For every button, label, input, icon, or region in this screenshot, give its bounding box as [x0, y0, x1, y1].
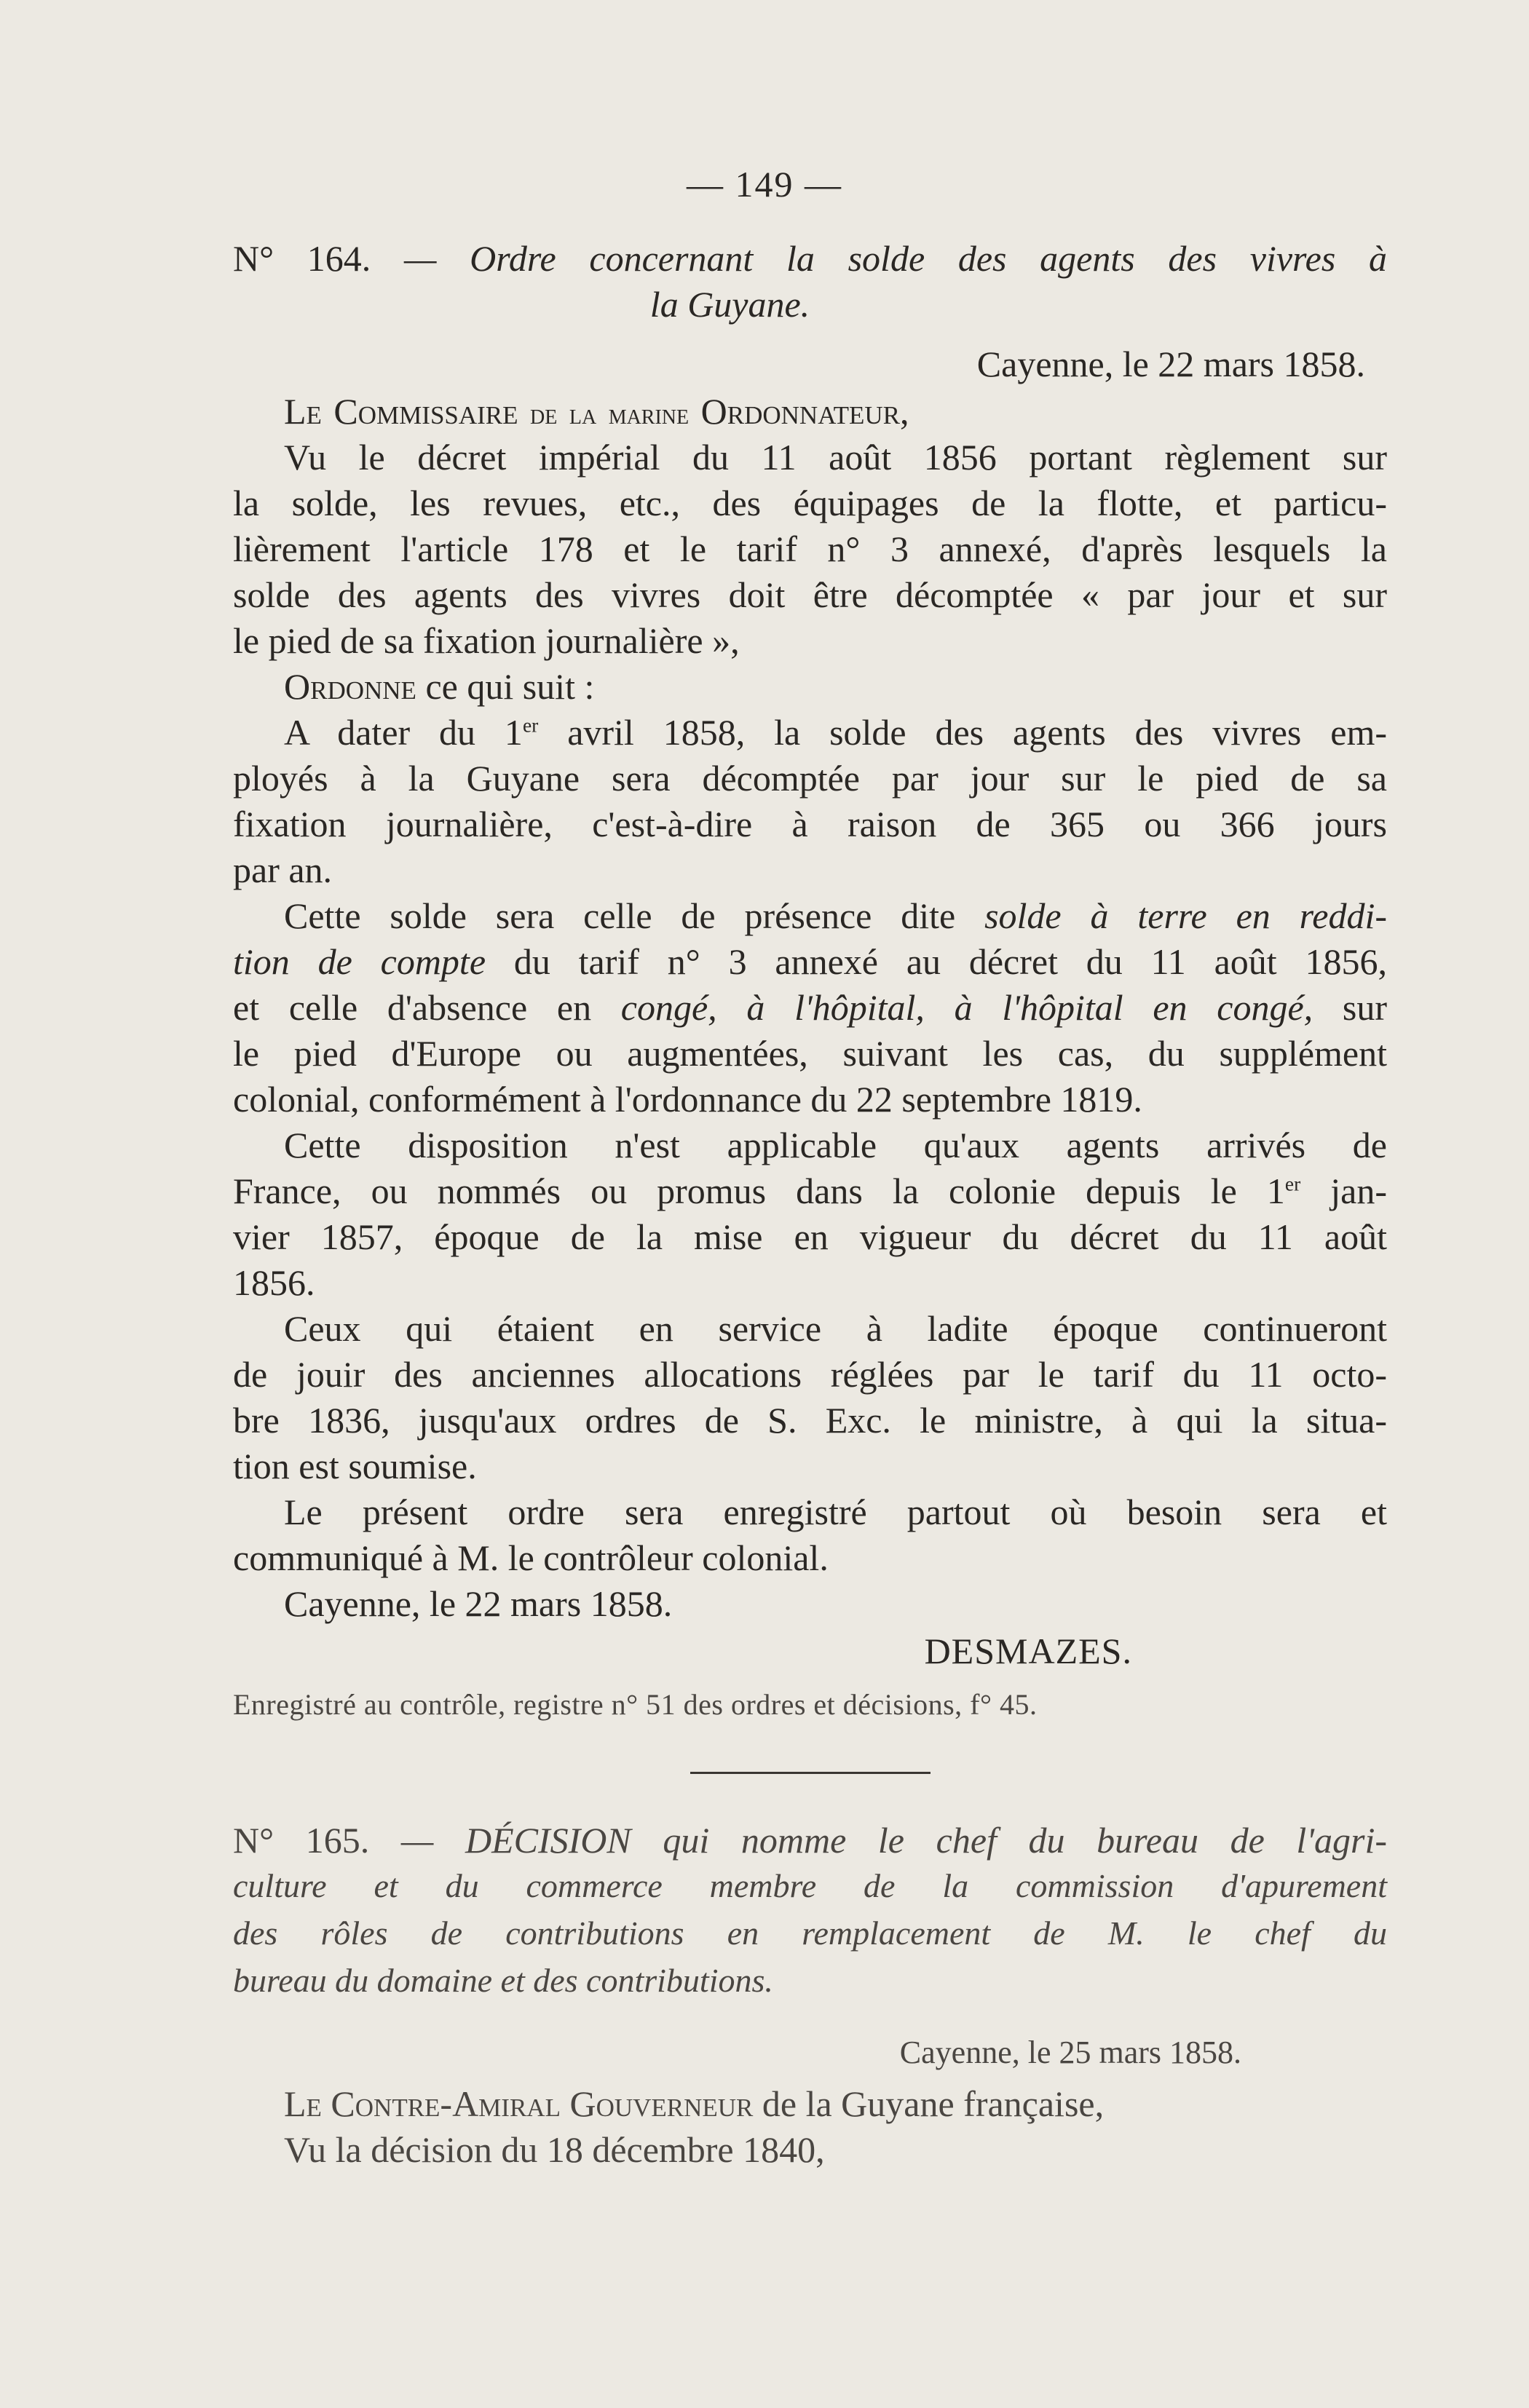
n164-para4-line: bre 1836, jusqu'aux ordres de S. Exc. le ministre, à qui la situa- — [233, 1400, 1387, 1441]
n164-ordonne: Ordonne ce qui suit : — [284, 666, 595, 707]
n164-para2-line: et celle d'absence en congé, à l'hôpital, à l'hôpital en congé, sur — [233, 987, 1388, 1028]
n165-number: N° 165. — [233, 1820, 370, 1861]
n164-para5-line: Le présent ordre sera enregistré partout où besoin sera et — [284, 1492, 1387, 1532]
n164-place-date: Cayenne, le 22 mars 1858. — [976, 344, 1365, 384]
n164-vu-line: lièrement l'article 178 et le tarif n° 3 annexé, d'après lesquels la — [233, 528, 1387, 569]
n164-registration: Enregistré au contrôle, registre n° 51 des ordres et décisions, f° 45. — [233, 1688, 1038, 1721]
n165-title-line: culture et du commerce membre de la commission d'apurement — [233, 1867, 1387, 1904]
n164-heading-line1 — [233, 240, 1387, 277]
n164-signature: DESMAZES. — [924, 1631, 1132, 1671]
n164-para2-line: Cette solde sera celle de présence dite solde à terre en reddi- — [284, 895, 1387, 936]
n164-para3-line: 1856. — [233, 1262, 315, 1303]
n164-article-line: fixation journalière, c'est-à-dire à raison de 365 ou 366 jours — [233, 804, 1387, 844]
n164-para3-line: France, ou nommés ou promus dans la colonie depuis le 1er jan- — [233, 1171, 1388, 1211]
n164-vu-line: Vu le décret impérial du 11 août 1856 portant règlement sur — [284, 437, 1387, 478]
n164-vu-line: solde des agents des vivres doit être décomptée « par jour et sur — [233, 574, 1387, 615]
n164-article-line: A dater du 1er avril 1858, la solde des agents des vivres em- — [284, 712, 1387, 753]
n164-para2-line: le pied d'Europe ou augmentées, suivant les cas, du supplément — [233, 1033, 1387, 1074]
n165-heading-line1 — [233, 1820, 1388, 1861]
n164-number: N° 164. — [233, 238, 371, 279]
n164-para3-line: vier 1857, époque de la mise en vigueur du décret du 11 août — [233, 1216, 1387, 1257]
n164-article-line: par an. — [233, 849, 333, 890]
n164-para4-line: Ceux qui étaient en service à ladite époque continueront — [284, 1308, 1387, 1349]
n164-closing-date: Cayenne, le 22 mars 1858. — [284, 1583, 673, 1624]
n165-place-date: Cayenne, le 25 mars 1858. — [899, 2035, 1241, 2070]
n164-para2-line: colonial, conformément à l'ordonnance du 22 septembre 1819. — [233, 1079, 1142, 1120]
n164-title-line1: — Ordre concernant la solde des agents des vivres à — [404, 238, 1388, 279]
n165-vu: Vu la décision du 18 décembre 1840, — [284, 2129, 825, 2170]
n164-title-line2: la Guyane. — [649, 284, 810, 325]
n165-title-line1: — DÉCISION qui nomme le chef du bureau de l'agri- — [400, 1820, 1388, 1861]
section-separator — [233, 1772, 1387, 1774]
n165-authority: Le Contre-Amiral Gouverneur de la Guyane française, — [284, 2083, 1105, 2124]
n164-para3-line: Cette disposition n'est applicable qu'aux agents arrivés de — [284, 1125, 1387, 1165]
n165-title-line: des rôles de contributions en remplacement de M. le chef du — [233, 1914, 1387, 1952]
n164-article-line: ployés à la Guyane sera décomptée par jour sur le pied de sa — [233, 758, 1387, 799]
n165-title-line: bureau du domaine et des contributions. — [233, 1962, 773, 1999]
n164-para4-line: de jouir des anciennes allocations réglées par le tarif du 11 octo- — [233, 1354, 1387, 1395]
n164-para4-line: tion est soumise. — [233, 1446, 477, 1486]
n164-para5-line: communiqué à M. le contrôleur colonial. — [233, 1537, 829, 1578]
n164-vu-line: le pied de sa fixation journalière », — [233, 620, 740, 661]
n164-para2-line: tion de compte du tarif n° 3 annexé au décret du 11 août 1856, — [233, 941, 1387, 982]
n164-authority: Le Commissaire de la marine Ordonnateur, — [284, 391, 909, 432]
page-number: — 149 — — [687, 164, 842, 205]
n164-vu-line: la solde, les revues, etc., des équipages de la flotte, et particu- — [233, 483, 1387, 523]
